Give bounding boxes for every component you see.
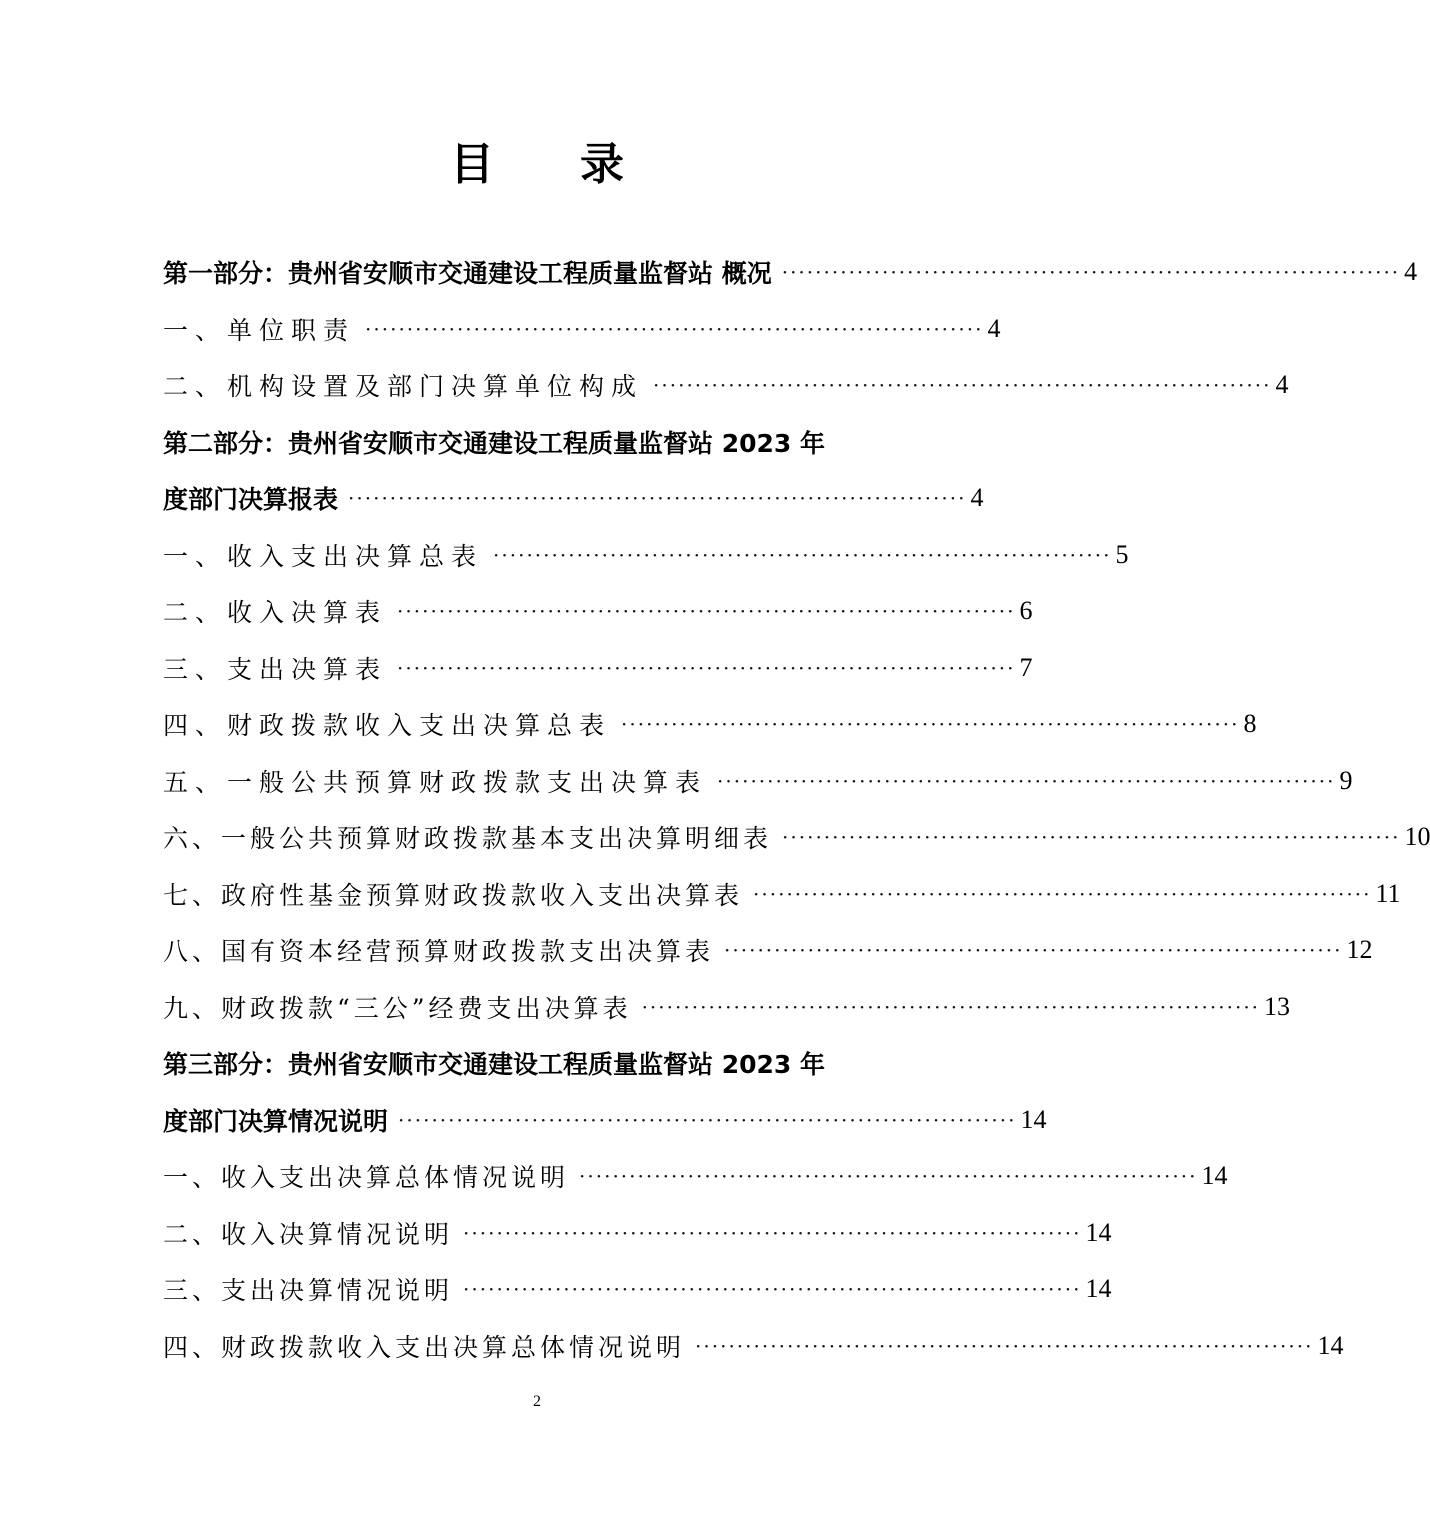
toc-entry-label: 度部门决算情况说明	[163, 1106, 389, 1136]
toc-entry-label: 四、财政拨款收入支出决算总表	[163, 711, 612, 741]
toc-entry-page: 12	[1346, 935, 1373, 965]
table-of-contents	[163, 244, 1430, 1374]
toc-entry[interactable]	[163, 1148, 1228, 1205]
toc-entry-page: 4	[970, 483, 984, 513]
toc-entry-part-1[interactable]	[163, 244, 1418, 301]
toc-entry[interactable]	[163, 1205, 1112, 1262]
toc-leader-dots: ··········································································	[348, 486, 967, 511]
toc-entry-page: 14	[1085, 1217, 1112, 1247]
toc-leader-dots: ··········································································	[493, 542, 1112, 567]
toc-entry-label: 二、收入决算表	[163, 598, 388, 628]
toc-entry-part-3-line-2[interactable]	[163, 1092, 1047, 1149]
toc-entry-label: 四、财政拨款收入支出决算总体情况说明	[163, 1332, 686, 1362]
toc-leader-dots: ··········································································	[398, 1107, 1017, 1132]
page-number: 2	[533, 1393, 541, 1410]
toc-leader-dots: ··········································································	[753, 881, 1372, 906]
toc-entry[interactable]	[163, 640, 1033, 697]
toc-entry-label: 九、财政拨款“三公”经费支出决算表	[163, 993, 632, 1023]
toc-leader-dots: ··········································································	[782, 825, 1401, 850]
toc-leader-dots: ··········································································	[579, 1164, 1198, 1189]
toc-entry-page: 14	[1201, 1161, 1228, 1191]
toc-entry-page: 7	[1019, 652, 1033, 682]
toc-entry-label: 二、收入决算情况说明	[163, 1219, 454, 1249]
toc-entry-page: 8	[1243, 709, 1257, 739]
toc-entry-label: 一、收入支出决算总体情况说明	[163, 1163, 570, 1193]
toc-leader-dots: ··········································································	[463, 1220, 1082, 1245]
toc-entry-label: 第三部分：贵州省安顺市交通建设工程质量监督站 2023 年	[163, 1050, 825, 1080]
toc-entry-label: 第一部分：贵州省安顺市交通建设工程质量监督站 概况	[163, 259, 772, 289]
toc-entry[interactable]	[163, 1318, 1344, 1375]
toc-entry-page: 5	[1115, 539, 1129, 569]
toc-leader-dots: ··········································································	[781, 260, 1401, 285]
toc-entry-page: 13	[1264, 991, 1291, 1021]
page-title	[0, 128, 1074, 192]
toc-entry-label: 三、支出决算情况说明	[163, 1276, 454, 1306]
toc-entry-label: 第二部分：贵州省安顺市交通建设工程质量监督站 2023 年	[163, 428, 825, 458]
toc-entry-label: 二、机构设置及部门决算单位构成	[163, 372, 644, 402]
toc-entry[interactable]	[163, 979, 1291, 1036]
toc-entry-page: 14	[1317, 1330, 1344, 1360]
toc-entry[interactable]	[163, 357, 1289, 414]
toc-entry[interactable]	[163, 696, 1257, 753]
toc-entry-part-3-line-1[interactable]	[163, 1035, 913, 1092]
toc-leader-dots: ··········································································	[397, 599, 1016, 624]
toc-entry-page: 14	[1020, 1104, 1047, 1134]
toc-leader-dots: ··········································································	[695, 1333, 1314, 1358]
toc-entry-part-2-line-1[interactable]	[163, 414, 913, 471]
toc-entry[interactable]	[163, 753, 1353, 810]
toc-entry-page: 14	[1085, 1274, 1112, 1304]
toc-entry-label: 度部门决算报表	[163, 485, 339, 515]
toc-entry-page: 4	[1404, 257, 1418, 287]
toc-entry-label: 三、支出决算表	[163, 654, 388, 684]
toc-entry-page: 4	[987, 313, 1001, 343]
toc-entry-page: 10	[1404, 822, 1430, 852]
toc-entry[interactable]	[163, 922, 1373, 979]
toc-entry[interactable]	[163, 866, 1401, 923]
toc-entry-part-2-line-2[interactable]	[163, 470, 984, 527]
toc-entry[interactable]	[163, 301, 1001, 358]
toc-leader-dots: ··········································································	[365, 316, 984, 341]
toc-entry-label: 五、一般公共预算财政拨款支出决算表	[163, 767, 708, 797]
toc-entry[interactable]	[163, 1261, 1112, 1318]
toc-entry-label: 一、单位职责	[163, 315, 356, 345]
toc-entry-page: 11	[1375, 878, 1401, 908]
toc-entry-page: 6	[1019, 596, 1033, 626]
toc-entry-label: 六、一般公共预算财政拨款基本支出决算明细表	[163, 824, 773, 854]
toc-leader-dots: ··········································································	[463, 1277, 1082, 1302]
toc-entry[interactable]	[163, 583, 1033, 640]
title-char-2: 录	[580, 139, 624, 190]
toc-entry-label: 八、国有资本经营预算财政拨款支出决算表	[163, 937, 715, 967]
toc-leader-dots: ··········································································	[641, 994, 1261, 1019]
toc-leader-dots: ··········································································	[717, 768, 1336, 793]
toc-leader-dots: ··········································································	[621, 712, 1240, 737]
toc-leader-dots: ··········································································	[724, 938, 1343, 963]
toc-entry-page: 4	[1275, 370, 1289, 400]
toc-entry-page: 9	[1339, 765, 1353, 795]
toc-leader-dots: ··········································································	[397, 655, 1016, 680]
toc-leader-dots: ··········································································	[653, 373, 1272, 398]
toc-entry-label: 七、政府性基金预算财政拨款收入支出决算表	[163, 880, 744, 910]
toc-entry[interactable]	[163, 809, 1430, 866]
toc-entry-label: 一、收入支出决算总表	[163, 541, 484, 571]
title-char-1: 目	[450, 139, 494, 190]
toc-entry[interactable]	[163, 527, 1129, 584]
